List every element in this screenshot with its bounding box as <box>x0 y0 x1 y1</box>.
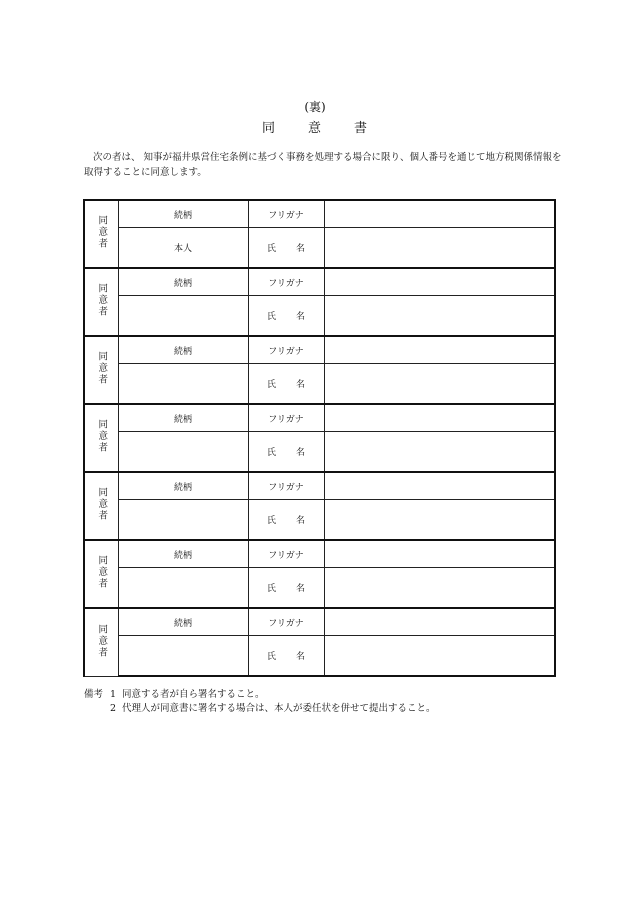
name-label-char: 氏 <box>266 448 276 458</box>
group-name-row <box>84 296 555 337</box>
group-label: 同意者 <box>96 283 108 318</box>
consent-table <box>83 199 556 677</box>
name-label-char: 氏 <box>266 244 276 254</box>
title-char: 書 <box>354 121 369 136</box>
name-label <box>248 500 324 541</box>
name-label-char: 名 <box>296 652 306 662</box>
relationship-field[interactable] <box>118 432 248 473</box>
title-char: 同 <box>261 121 276 136</box>
reverse-side-label: (裏) <box>304 100 326 114</box>
furigana-label: フリガナ <box>248 404 324 432</box>
relationship-label: 続柄 <box>118 268 248 296</box>
furigana-label: フリガナ <box>248 472 324 500</box>
note-text: 同意する者が自ら署名すること。 <box>122 689 265 700</box>
name-label-char: 氏 <box>266 652 276 662</box>
relationship-label: 続柄 <box>118 336 248 364</box>
name-field[interactable] <box>324 228 555 269</box>
title-char: 意 <box>307 121 322 136</box>
note-item <box>84 688 436 702</box>
name-label <box>248 296 324 337</box>
relationship-label: 続柄 <box>118 472 248 500</box>
relationship-field[interactable] <box>118 636 248 677</box>
furigana-label: フリガナ <box>248 608 324 636</box>
group-label-cell <box>84 608 118 676</box>
group-label-cell <box>84 336 118 404</box>
name-field[interactable] <box>324 568 555 609</box>
name-field[interactable] <box>324 636 555 677</box>
group-label-cell <box>84 404 118 472</box>
group-furigana-row <box>84 404 555 432</box>
page-title <box>0 117 630 136</box>
group-label: 同意者 <box>96 623 108 658</box>
name-label <box>248 228 324 269</box>
name-label-char: 氏 <box>266 584 276 594</box>
name-label-char: 名 <box>296 448 306 458</box>
group-name-row <box>84 500 555 541</box>
group-furigana-row <box>84 200 555 228</box>
relationship-label: 続柄 <box>118 404 248 432</box>
note-item <box>84 702 436 716</box>
notes <box>84 688 436 716</box>
note-text: 代理人が同意書に署名する場合は、本人が委任状を併せて提出すること。 <box>122 703 436 714</box>
relationship-field[interactable] <box>118 364 248 405</box>
name-label <box>248 432 324 473</box>
furigana-field[interactable] <box>324 268 555 296</box>
notes-heading: 備考 <box>84 689 104 700</box>
furigana-label: フリガナ <box>248 336 324 364</box>
group-name-row <box>84 228 555 269</box>
name-label-char: 名 <box>296 516 306 526</box>
group-name-row <box>84 636 555 677</box>
group-name-row <box>84 568 555 609</box>
group-furigana-row <box>84 608 555 636</box>
group-label-cell <box>84 540 118 608</box>
group-furigana-row <box>84 472 555 500</box>
furigana-label: フリガナ <box>248 540 324 568</box>
group-label-cell <box>84 472 118 540</box>
group-label-cell <box>84 200 118 268</box>
relationship-label: 続柄 <box>118 540 248 568</box>
name-label-char: 氏 <box>266 516 276 526</box>
relationship-field[interactable] <box>118 568 248 609</box>
group-label: 同意者 <box>96 351 108 386</box>
name-label-char: 氏 <box>266 380 276 390</box>
group-label: 同意者 <box>96 215 108 250</box>
name-label-char: 名 <box>296 312 306 322</box>
relationship-field[interactable]: 本人 <box>118 228 248 269</box>
group-furigana-row <box>84 540 555 568</box>
group-name-row <box>84 364 555 405</box>
name-field[interactable] <box>324 432 555 473</box>
group-furigana-row <box>84 336 555 364</box>
relationship-field[interactable] <box>118 500 248 541</box>
furigana-field[interactable] <box>324 336 555 364</box>
group-label: 同意者 <box>96 419 108 454</box>
name-label-char: 氏 <box>266 312 276 322</box>
name-label-char: 名 <box>296 380 306 390</box>
name-field[interactable] <box>324 500 555 541</box>
note-number: 1 <box>110 689 117 700</box>
relationship-field[interactable] <box>118 296 248 337</box>
group-name-row <box>84 432 555 473</box>
name-label <box>248 568 324 609</box>
furigana-label: フリガナ <box>248 200 324 228</box>
name-label-char: 名 <box>296 244 306 254</box>
furigana-label: フリガナ <box>248 268 324 296</box>
furigana-field[interactable] <box>324 472 555 500</box>
group-furigana-row <box>84 268 555 296</box>
relationship-label: 続柄 <box>118 608 248 636</box>
group-label: 同意者 <box>96 487 108 522</box>
name-label <box>248 364 324 405</box>
name-field[interactable] <box>324 296 555 337</box>
furigana-field[interactable] <box>324 404 555 432</box>
note-number: 2 <box>110 703 117 714</box>
relationship-label: 続柄 <box>118 200 248 228</box>
intro-paragraph: 次の者は、 知事が福井県営住宅条例に基づく事務を処理する場合に限り、個人番号を通じて地方税関係情報を取得することに同意します。 <box>84 152 562 178</box>
furigana-field[interactable] <box>324 200 555 228</box>
name-field[interactable] <box>324 364 555 405</box>
name-label <box>248 636 324 677</box>
furigana-field[interactable] <box>324 608 555 636</box>
name-label-char: 名 <box>296 584 306 594</box>
group-label: 同意者 <box>96 555 108 590</box>
group-label-cell <box>84 268 118 336</box>
furigana-field[interactable] <box>324 540 555 568</box>
